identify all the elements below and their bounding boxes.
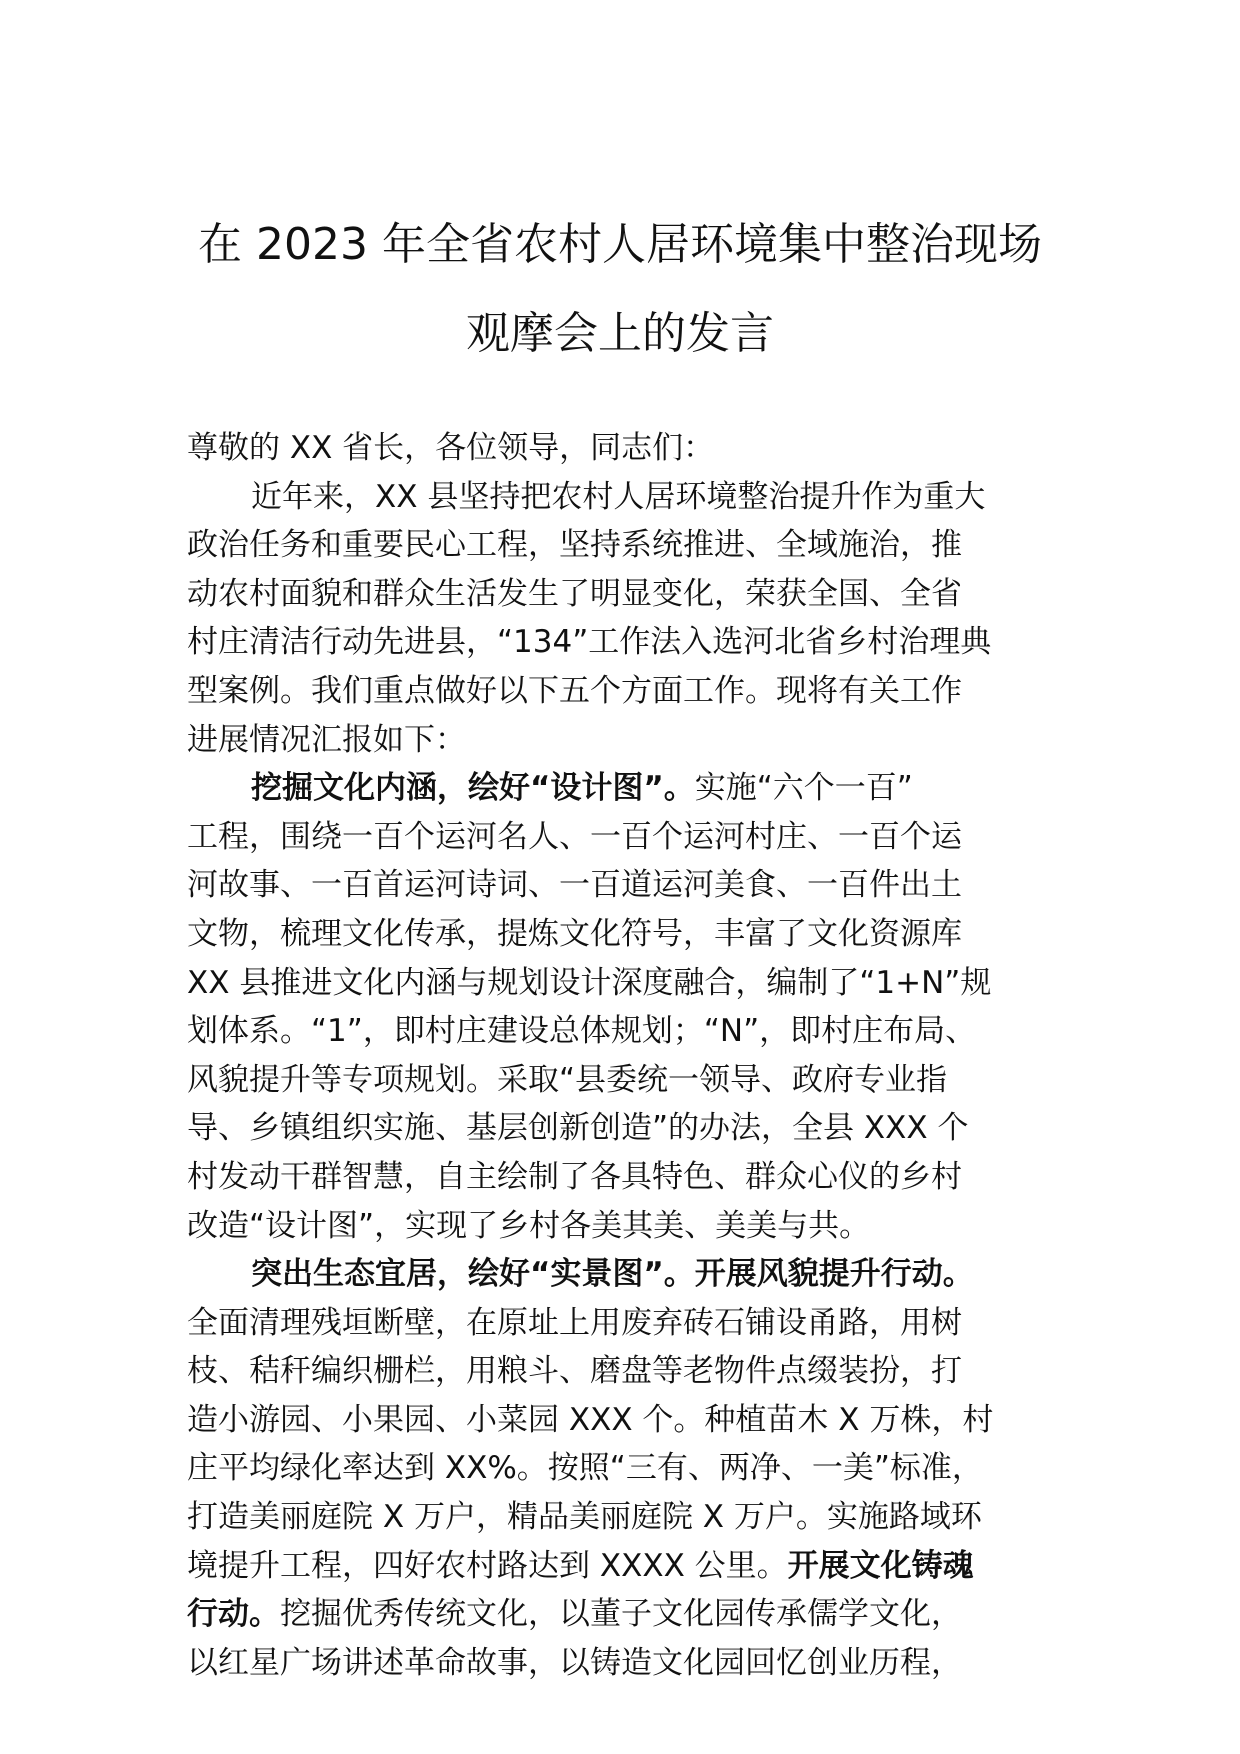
document-title-line-1: 在 2023 年全省农村人居环境集中整治现场 xyxy=(198,219,1042,270)
paragraph-1 xyxy=(187,473,1075,765)
paragraph-line: 改造“设计图”，实现了乡村各美其美、美美与共。 xyxy=(187,1207,871,1244)
paragraph-line: 打造美丽庭院 X 万户，精品美丽庭院 X 万户。实施路域环 xyxy=(187,1499,982,1536)
paragraph-3 xyxy=(187,1250,1075,1687)
paragraph-line xyxy=(187,764,1075,813)
paragraph-line: 导、乡镇组织实施、基层创新创造”的办法，全县 XXX 个 xyxy=(187,1110,969,1147)
paragraph-line xyxy=(187,1542,1075,1591)
paragraph-line: 进展情况汇报如下： xyxy=(187,721,466,758)
paragraph-line: 划体系。“1”，即村庄建设总体规划；“N”，即村庄布局、 xyxy=(187,1013,977,1050)
paragraph-line: 全面清理残垣断壁，在原址上用废弃砖石铺设甬路，用树 xyxy=(187,1304,962,1341)
paragraph-line: 枝、秸秆编织栅栏，用粮斗、磨盘等老物件点缀装扮，打 xyxy=(187,1353,962,1390)
inline-heading: 开展文化铸魂 xyxy=(787,1547,974,1584)
paragraph-line: 政治任务和重要民心工程，坚持系统推进、全域施治，推 xyxy=(187,527,962,564)
salutation: 尊敬的 XX 省长，各位领导，同志们： xyxy=(187,430,715,466)
document-body xyxy=(187,424,1075,1687)
paragraph-line: 以红星广场讲述革命故事，以铸造文化园回忆创业历程， xyxy=(187,1644,962,1681)
inline-heading: 行动。 xyxy=(187,1596,280,1633)
paragraph-line: 动农村面貌和群众生活发生了明显变化，荣获全国、全省 xyxy=(187,575,962,612)
paragraph-heading: 突出生态宜居，绘好“实景图”。开展风貌提升行动。 xyxy=(251,1256,974,1293)
paragraph-line: 河故事、一百首运河诗词、一百道运河美食、一百件出土 xyxy=(187,867,962,904)
paragraph-line: 村庄清洁行动先进县，“134”工作法入选河北省乡村治理典 xyxy=(187,624,992,661)
paragraph-heading: 挖掘文化内涵，绘好“设计图”。 xyxy=(251,770,695,807)
paragraph-text: 实施“六个一百” xyxy=(694,770,913,807)
paragraph-line: XX 县推进文化内涵与规划设计深度融合，编制了“1+N”规 xyxy=(187,964,992,1001)
paragraph-line: 型案例。我们重点做好以下五个方面工作。现将有关工作 xyxy=(187,672,962,709)
paragraph-line: 造小游园、小果园、小菜园 XXX 个。种植苗木 X 万株，村 xyxy=(187,1401,994,1438)
paragraph-line: 村发动干群智慧，自主绘制了各具特色、群众心仪的乡村 xyxy=(187,1158,962,1195)
paragraph-text: 挖掘优秀传统文化，以董子文化园传承儒学文化， xyxy=(280,1596,962,1633)
paragraph-line: 风貌提升等专项规划。采取“县委统一领导、政府专业指 xyxy=(187,1061,948,1098)
document-title-line-2: 观摩会上的发言 xyxy=(466,308,774,359)
paragraph-line: 近年来，XX 县坚持把农村人居环境整治提升作为重大 xyxy=(251,478,986,515)
paragraph-line: 文物，梳理文化传承，提炼文化符号，丰富了文化资源库 xyxy=(187,915,962,952)
paragraph-text: 境提升工程，四好农村路达到 XXXX 公里。 xyxy=(187,1547,788,1584)
paragraph-line: 工程，围绕一百个运河名人、一百个运河村庄、一百个运 xyxy=(187,818,962,855)
paragraph-line: 庄平均绿化率达到 XX%。按照“三有、两净、一美”标准， xyxy=(187,1450,983,1487)
paragraph-2 xyxy=(187,764,1075,1250)
paragraph-line xyxy=(187,1590,1075,1639)
